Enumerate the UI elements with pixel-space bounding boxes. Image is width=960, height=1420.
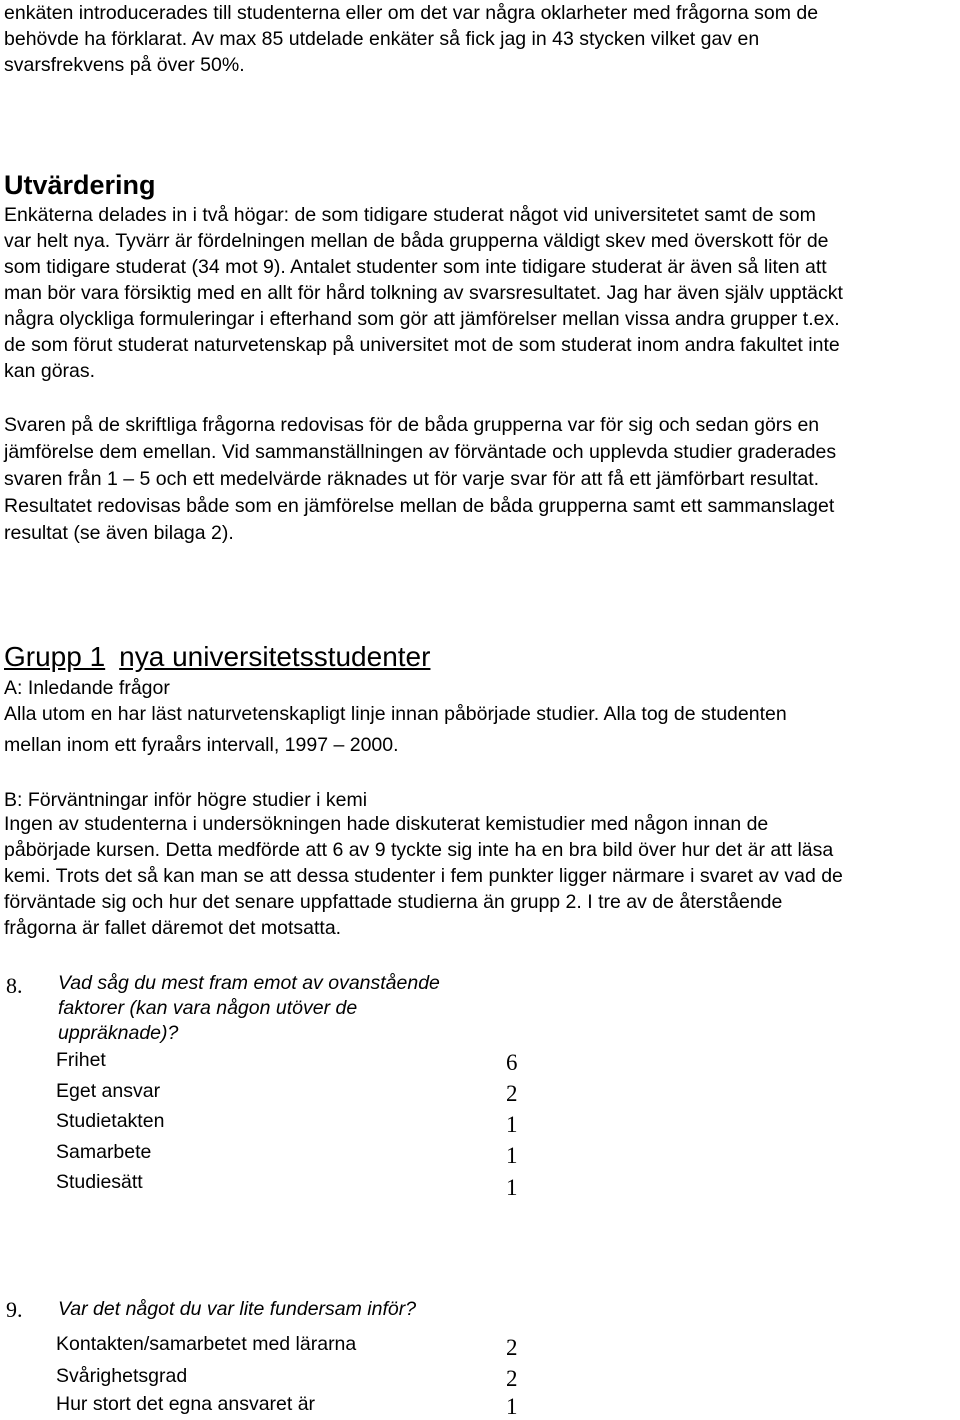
question-text <box>58 1297 416 1322</box>
answer-count: 2 <box>506 1335 518 1360</box>
section-a-paragraph <box>4 699 960 761</box>
intro-paragraph <box>4 0 960 78</box>
question-number: 9. <box>6 1297 23 1322</box>
text-line: de som förut studerat naturvetenskap på universitet mot de som studerat inom andra fakultet inte <box>4 334 840 356</box>
text-line: mellan inom ett fyraårs intervall, 1997 – 2000. <box>4 734 399 756</box>
text-line: faktorer (kan vara någon utöver de <box>58 997 358 1019</box>
text-line: Resultatet redovisas både som en jämförelse mellan de båda grupperna samt ett sammanslaget <box>4 495 835 517</box>
group-heading <box>4 639 430 675</box>
text-line: var helt nya. Tyvärr är fördelningen mellan de båda grupperna väldigt skev med överskott för de <box>4 230 829 252</box>
text-line: Svaren på de skriftliga frågorna redovisas för de båda grupperna var för sig och sedan görs en <box>4 414 820 436</box>
answer-count: 1 <box>506 1394 518 1419</box>
section-b-paragraph <box>4 811 960 941</box>
text-line: förväntade sig och hur det senare uppfattade studierna än grupp 2. I tre av de återstående <box>4 891 783 913</box>
question-number: 8. <box>6 973 23 998</box>
answer-label: Hur stort det egna ansvaret är <box>56 1393 316 1415</box>
evaluation-paragraph-2 <box>4 412 960 547</box>
text-line: enkäten introducerades till studenterna eller om det var några oklarheter med frågorna som de <box>4 2 819 24</box>
answer-count: 1 <box>506 1143 518 1168</box>
answer-count: 2 <box>506 1366 518 1391</box>
text-line: Var det något du var lite fundersam inför? <box>58 1298 417 1320</box>
answer-label: Svårighetsgrad <box>56 1365 188 1387</box>
text-line: man bör vara försiktig med en allt för hård tolkning av svarsresultatet. Jag har även själv upptäckt <box>4 282 843 304</box>
evaluation-paragraph-1 <box>4 202 960 384</box>
answer-label: Eget ansvar <box>56 1080 161 1102</box>
answer-count: 1 <box>506 1175 518 1200</box>
section-a-title: A: Inledande frågor <box>4 677 170 699</box>
text-line: uppräknade)? <box>58 1022 179 1044</box>
text-line: svaren från 1 – 5 och ett medelvärde räknades ut för varje svar för att få ett jämförbart resultat. <box>4 468 820 490</box>
text-line: behövde ha förklarat. Av max 85 utdelade enkäter så fick jag in 43 stycken vilket gav en <box>4 28 760 50</box>
answer-count: 1 <box>506 1112 518 1137</box>
text-line: några olyckliga formuleringar i efterhand som gör att jämförelser mellan vissa andra grupper t.ex. <box>4 308 840 330</box>
text-line: kemi. Trots det så kan man se att dessa studenter i fem punkter ligger närmare i svaret av vad de <box>4 865 843 887</box>
section-heading-evaluation: Utvärdering <box>4 170 156 200</box>
question-text <box>58 971 440 1046</box>
group-heading-number: Grupp 1 <box>4 641 106 672</box>
group-heading-title: nya universitetsstudenter <box>119 641 431 672</box>
answer-label: Frihet <box>56 1049 106 1071</box>
answer-label: Kontakten/samarbetet med lärarna <box>56 1333 357 1355</box>
text-line: Vad såg du mest fram emot av ovanstående <box>58 972 440 994</box>
text-line: resultat (se även bilaga 2). <box>4 522 234 544</box>
text-line: påbörjade kursen. Detta medförde att 6 av 9 tyckte sig inte ha en bra bild över hur det är att läsa <box>4 839 834 861</box>
answer-label: Studietakten <box>56 1110 165 1132</box>
text-line: kan göras. <box>4 360 96 382</box>
answer-count: 6 <box>506 1050 518 1075</box>
section-b-title: B: Förväntningar inför högre studier i kemi <box>4 789 368 811</box>
text-line: Alla utom en har läst naturvetenskapligt linje innan påbörjade studier. Alla tog de studenten <box>4 703 787 725</box>
text-line: svarsfrekvens på över 50%. <box>4 54 245 76</box>
text-line: som tidigare studerat (34 mot 9). Antalet studenter som inte tidigare studerat är även så liten att <box>4 256 827 278</box>
text-line: Ingen av studenterna i undersökningen hade diskuterat kemistudier med någon innan de <box>4 813 769 835</box>
answer-count: 2 <box>506 1081 518 1106</box>
text-line: jämförelse dem emellan. Vid sammanställningen av förväntade och upplevda studier graderades <box>4 441 837 463</box>
text-line: frågorna är fallet däremot det motsatta. <box>4 917 342 939</box>
answer-label: Studiesätt <box>56 1171 143 1193</box>
answer-label: Samarbete <box>56 1141 152 1163</box>
text-line: Enkäterna delades in i två högar: de som tidigare studerat något vid universitetet samt de som <box>4 204 816 226</box>
